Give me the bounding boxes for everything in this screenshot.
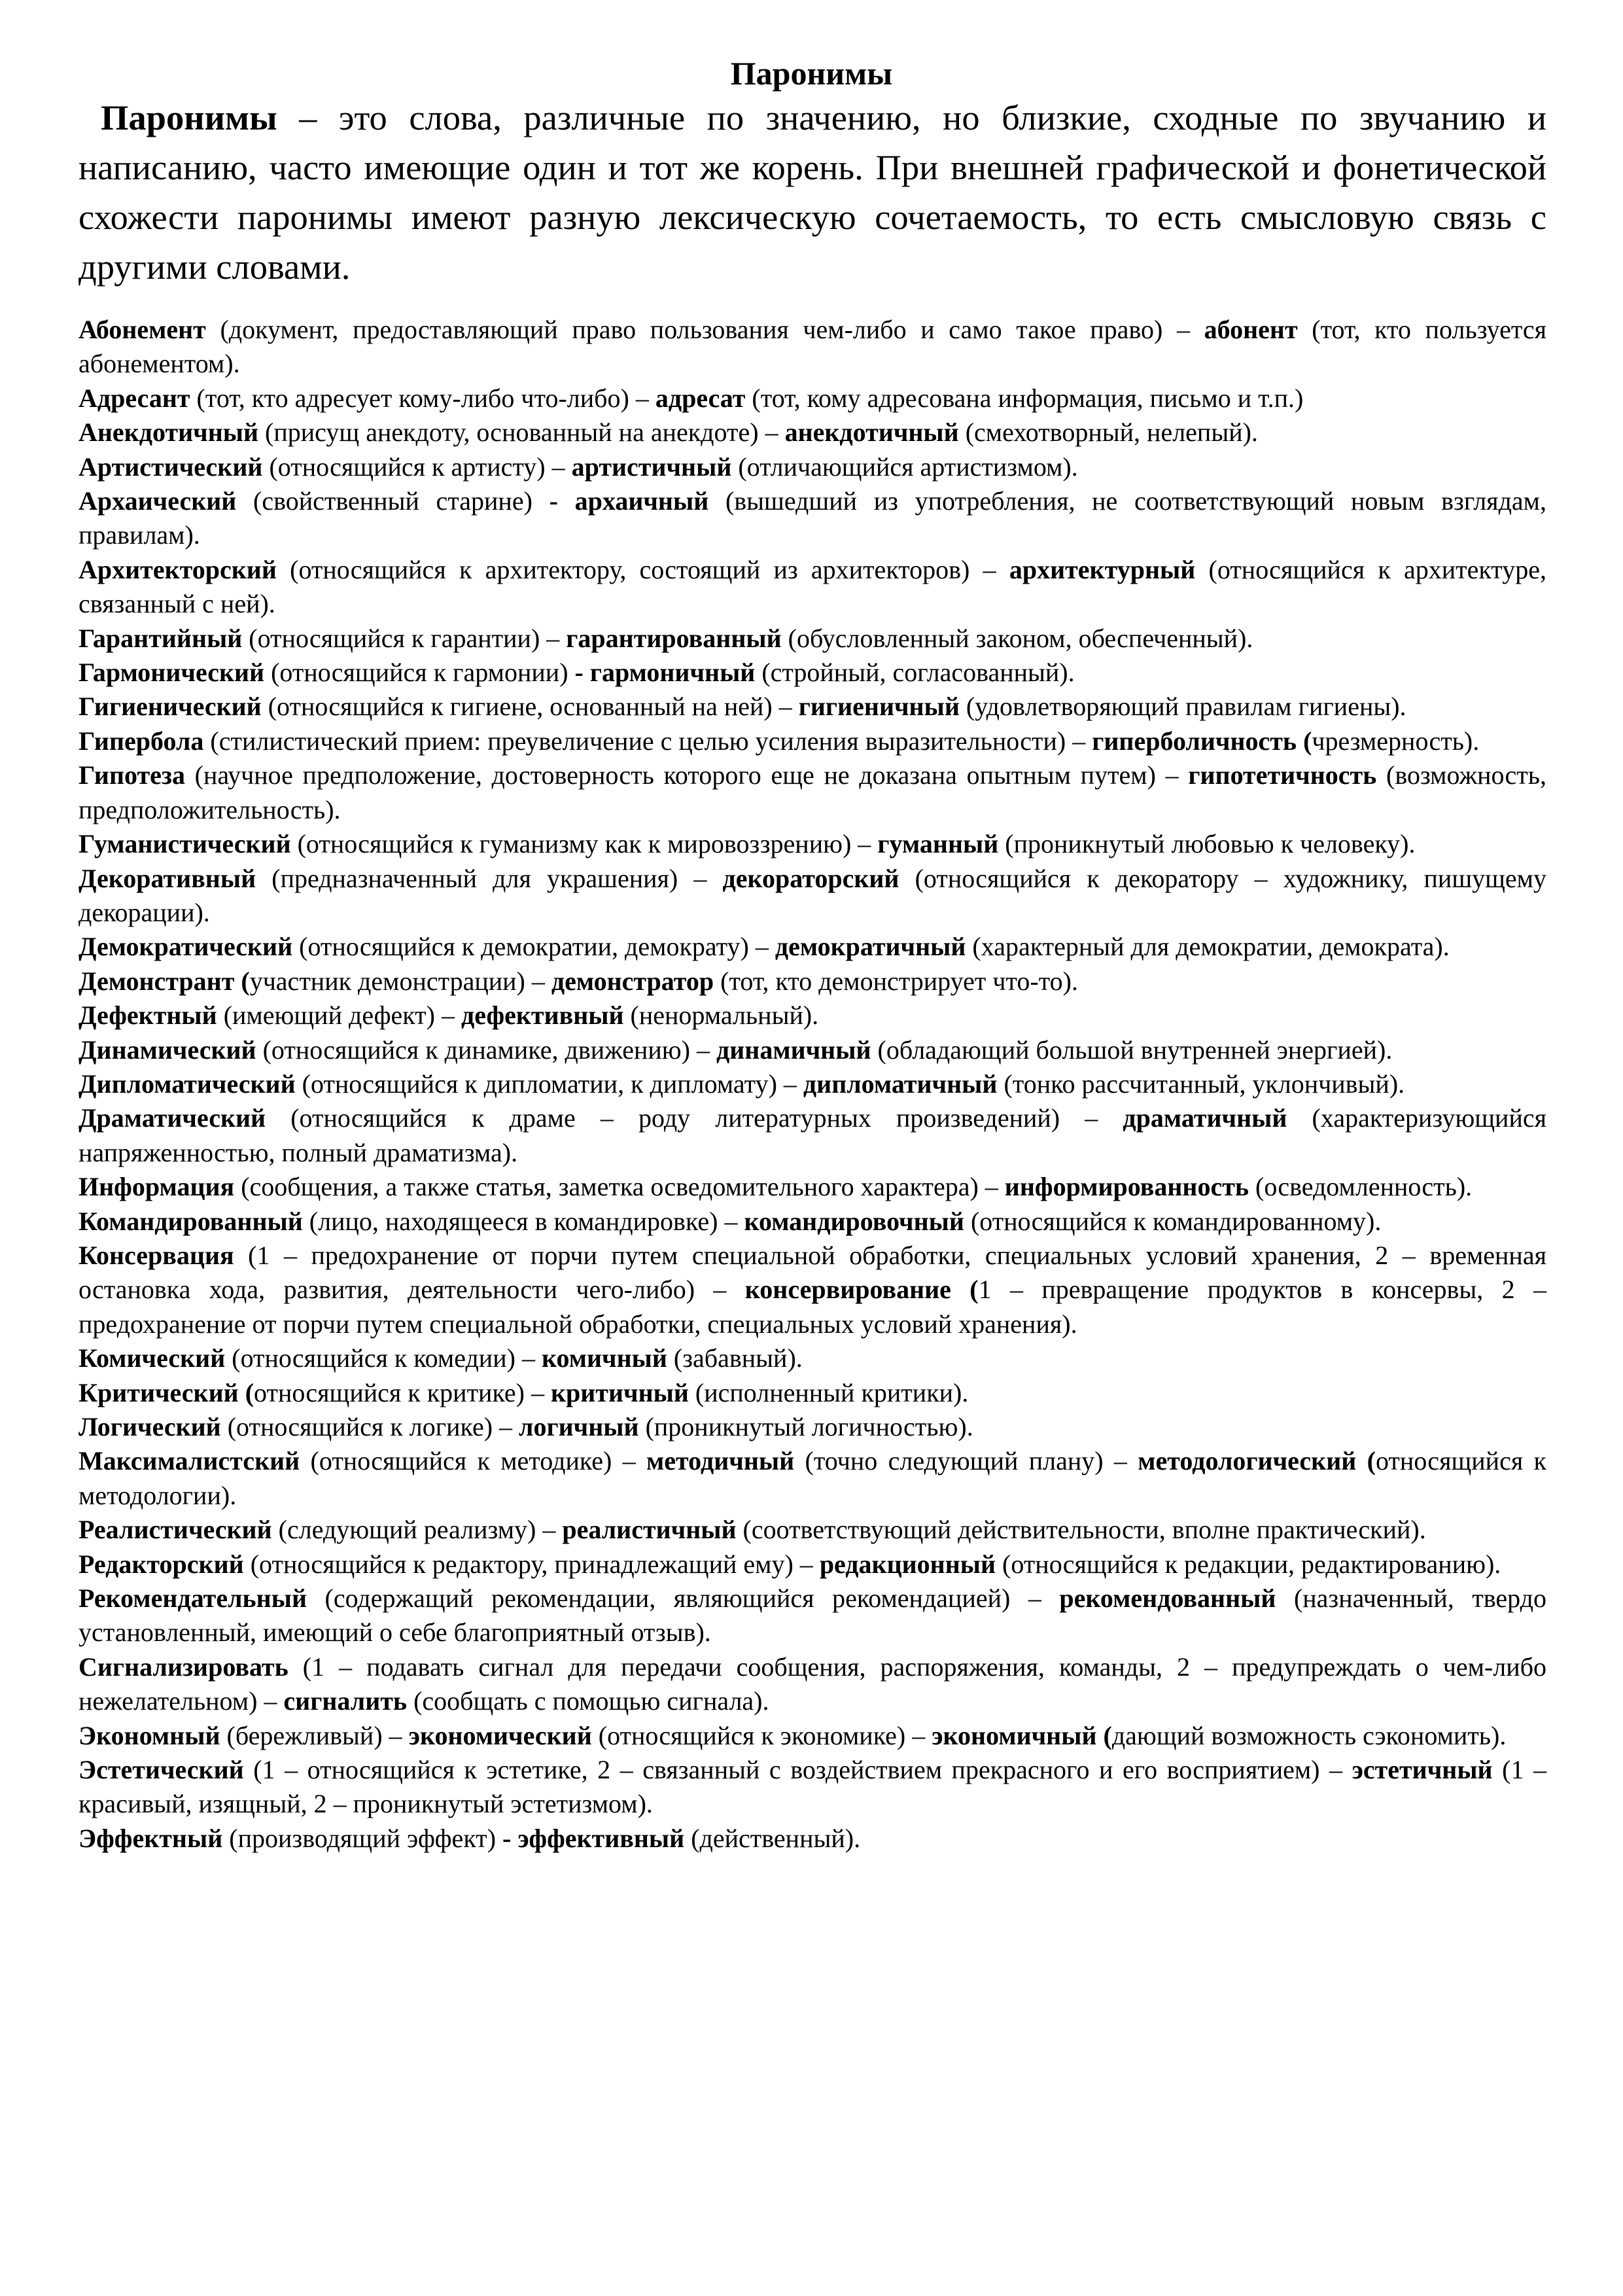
paronym-term: Гигиенический [79, 692, 262, 722]
document-title: Паронимы [730, 55, 893, 92]
paronym-definition: (ненормальный). [623, 1000, 819, 1031]
paronym-term: критичный [550, 1377, 689, 1407]
paronym-definition: (проникнутый любовью к человеку). [998, 829, 1416, 859]
paronym-term: демонстратор [551, 966, 714, 996]
paronym-entry [79, 1581, 1546, 1650]
paronym-definition: (вышедший из употребления, не соответствующий новым взглядам, правилам). [79, 486, 1546, 550]
paronym-definition: (удовлетворяющий правилам гигиены). [959, 692, 1406, 722]
paronym-term: Рекомендательный [79, 1583, 307, 1614]
paronym-term: Критический ( [79, 1377, 254, 1407]
paronym-definition: (следующий реализму) – [271, 1515, 563, 1545]
paronym-definition: (тонко рассчитанный, уклончивый). [997, 1069, 1405, 1099]
paronym-term: реалистичный [562, 1515, 737, 1545]
paronym-definition: (относящийся к архитектору, состоящий из архитекторов) – [276, 554, 1009, 584]
paronym-term: Дефектный [79, 1000, 217, 1031]
paronym-entry [79, 1205, 1546, 1239]
paronym-term: экономичный ( [932, 1720, 1112, 1750]
paronym-definition: (обладающий большой внутренней энергией). [871, 1034, 1393, 1065]
paronym-term: Декоративный [79, 863, 256, 893]
paronym-definition: (исполненный критики). [688, 1377, 969, 1407]
paronym-entry [79, 622, 1546, 656]
paronym-definition: (относящийся к гигиене, основанный на ней) – [261, 692, 799, 722]
paronym-entry [79, 381, 1546, 415]
paronym-term: артистичный [571, 451, 732, 482]
paronym-entry [79, 1067, 1546, 1101]
paronym-term: методологический ( [1138, 1446, 1376, 1476]
paronym-entry [79, 1376, 1546, 1410]
paronym-definition: (стилистический прием: преувеличение с целью усиления выразительности) – [203, 726, 1092, 756]
paronym-term: архаичный [574, 486, 709, 516]
paronym-definition: (сообщать с помощью сигнала). [407, 1686, 769, 1716]
paronym-term: Комический [79, 1343, 226, 1373]
paronym-entry [79, 862, 1546, 930]
paronym-definition: (относящийся к демократии, демократу) – [292, 932, 775, 962]
paronym-term: Командированный [79, 1206, 303, 1236]
paronym-definition: (тот, кто пользуется абонементом). [79, 315, 1546, 379]
paronym-definition: (относящийся к логике) – [220, 1412, 519, 1441]
paronym-definition: относящийся к методологии). [79, 1446, 1546, 1510]
paronym-definition: (относящийся к драме – роду литературных произведений) – [266, 1103, 1123, 1133]
paronym-term: сигналить [283, 1686, 408, 1716]
paronym-term: драматичный [1123, 1103, 1287, 1133]
paronym-definition: (относящийся к архитектуре, связанный с ней). [79, 554, 1546, 619]
paronym-term: динамичный [716, 1034, 871, 1065]
paronym-definition: (характеризующийся напряженностью, полный драматизма). [79, 1103, 1546, 1167]
paronym-term: Сигнализировать [79, 1651, 288, 1682]
paronym-term: гиперболичность ( [1092, 726, 1312, 756]
paronym-definition: (отличающийся артистизмом). [731, 451, 1078, 482]
paronym-definition: чрезмерность). [1312, 726, 1480, 756]
paronym-entry [79, 998, 1546, 1033]
paronym-term: Архаический [79, 486, 237, 516]
paronym-entry [79, 484, 1546, 553]
paronym-entry [79, 1513, 1546, 1547]
paronym-definition: (относящийся к редакции, редактированию). [996, 1549, 1501, 1579]
paronym-entry [79, 1547, 1546, 1581]
paronym-definition: (тот, кто адресует кому-либо что-либо) – [190, 383, 655, 413]
paronym-definition: (лицо, находящееся в командировке) – [302, 1206, 744, 1236]
paronym-entry [79, 415, 1546, 450]
paronym-entry [79, 827, 1546, 861]
paronym-entry [79, 758, 1546, 827]
paronym-definition: (1 – предохранение от порчи путем специальной обработки, специальных условий хранения, 2 – временная остановка хода, развития, деятельности чего-либо) – [79, 1240, 1546, 1305]
paronym-entry [79, 724, 1546, 758]
paronym-entry [79, 656, 1546, 690]
paronym-entry [79, 1753, 1546, 1822]
paronym-term: логичный [519, 1412, 639, 1441]
paronym-term: методичный [646, 1446, 795, 1476]
paronym-definition: (научное предположение, достоверность которого еще не доказана опытным путем) – [184, 760, 1189, 790]
paronym-entry [79, 1033, 1546, 1067]
paronym-term: экономический [408, 1720, 592, 1750]
paronym-definition: (предназначенный для украшения) – [256, 863, 723, 893]
paronym-definition: (сообщения, а также статья, заметка осведомительного характера) – [234, 1172, 1005, 1202]
paronym-definition: (проникнутый логичностью). [638, 1412, 973, 1441]
paronym-definition: (возможность, предположительность). [79, 760, 1547, 824]
paronym-entry [79, 1410, 1546, 1444]
paronym-definition: (обусловленный законом, обеспеченный). [781, 623, 1253, 653]
paronym-definition: (смехотворный, нелепый). [958, 417, 1258, 448]
paronym-term: Консервация [79, 1240, 234, 1270]
paronym-term: Артистический [79, 451, 263, 482]
paronym-definition: (документ, предоставляющий право пользования чем-либо и само такое право) – [205, 315, 1204, 344]
paronym-entry [79, 1822, 1546, 1856]
paronym-term: Абонемент [79, 315, 206, 344]
paronym-definition: (относящийся к экономике) – [591, 1720, 932, 1750]
paronym-term: Логический [79, 1412, 221, 1441]
paronym-term: Эффектный [79, 1823, 223, 1853]
paronym-definition: (содержащий рекомендации, являющийся рекомендацией) – [306, 1583, 1060, 1614]
paronym-term: Анекдотичный [79, 417, 259, 448]
paronym-definition: (1 – подавать сигнал для передачи сообщения, распоряжения, команды, 2 – предупреждать о чем-либо нежелательном) – [79, 1651, 1546, 1716]
paronym-definition: 1 – превращение продуктов в консервы, 2 – предохранение от порчи путем специальной обработки, специальных условий хранения). [79, 1275, 1546, 1339]
paronym-term: гипотетичность [1188, 760, 1377, 790]
paronym-term: Демонстрант ( [79, 966, 250, 996]
paronym-term: Редакторский [79, 1549, 244, 1579]
paronym-term: анекдотичный [784, 417, 959, 448]
paronym-term: Демократический [79, 932, 293, 962]
paronym-definition: (осведомленность). [1249, 1172, 1473, 1202]
paronym-entry [79, 1341, 1546, 1375]
paronym-term: Динамический [79, 1034, 256, 1065]
paronym-term: командировочный [744, 1206, 964, 1236]
paronym-definition: (забавный). [667, 1343, 803, 1373]
paronym-entry [79, 1239, 1546, 1341]
paronym-definition: (бережливый) – [220, 1720, 409, 1750]
paronym-term: консервирование ( [744, 1275, 979, 1305]
paronym-term: Экономный [79, 1720, 220, 1750]
paronym-definition: (относящийся к гармонии) [264, 658, 575, 688]
paronym-term: Дипломатический [79, 1069, 296, 1099]
paronym-term: Максималистский [79, 1446, 300, 1476]
paronym-term: Гарантийный [79, 623, 243, 653]
paronym-term: Гипотеза [79, 760, 185, 790]
paronym-definition: (стройный, согласованный). [755, 658, 1075, 688]
paronym-entry [79, 1101, 1546, 1170]
paronym-definition: (относящийся к методике) – [300, 1446, 647, 1476]
paronym-definition: (1 – красивый, изящный, 2 – проникнутый эстетизмом). [79, 1755, 1547, 1819]
paronym-term: Драматический [79, 1103, 266, 1133]
paronym-term: - эффективный [502, 1823, 685, 1853]
paronym-term: информированность [1004, 1172, 1249, 1202]
paronym-term: рекомендованный [1059, 1583, 1276, 1614]
paronym-entry [79, 313, 1546, 381]
paronym-term: дипломатичный [803, 1069, 998, 1099]
paronym-definition: (относящийся к гарантии) – [242, 623, 567, 653]
paronym-definition: (присущ анекдоту, основанный на анекдоте) – [258, 417, 785, 448]
paronym-definition: (относящийся к редактору, принадлежащий ему) – [243, 1549, 820, 1579]
paronym-definition: (относящийся к дипломатии, к дипломату) – [295, 1069, 803, 1099]
paronym-definition: (тот, кому адресована информация, письмо и т.п.) [745, 383, 1304, 413]
intro-term: Паронимы [101, 97, 277, 137]
paronym-term: Гуманистический [79, 829, 291, 859]
paronym-term: дефективный [461, 1000, 624, 1031]
paronym-term: Гармонический [79, 658, 265, 688]
paronym-definition: (производящий эффект) [222, 1823, 503, 1853]
paronym-definition: (относящийся к командированному). [964, 1206, 1382, 1236]
paronym-definition: (относящийся к динамике, движению) – [256, 1034, 716, 1065]
paronym-definition: относящийся к критике) – [254, 1377, 551, 1407]
paronym-term: - гармоничный [574, 658, 756, 688]
paronym-definition [558, 486, 575, 516]
paronym-definition: (относящийся к комедии) – [225, 1343, 542, 1373]
paronym-definition: (действенный). [684, 1823, 861, 1853]
paronym-definition: (точно следующий плану) – [794, 1446, 1138, 1476]
paronym-term: гарантированный [566, 623, 782, 653]
paronym-entry [79, 964, 1546, 998]
paronym-term: редакционный [819, 1549, 996, 1579]
paronym-definition: (имеющий дефект) – [217, 1000, 461, 1031]
paronym-term: Реалистический [79, 1515, 272, 1545]
paronym-term: Адресант [79, 383, 190, 413]
paronym-definition: (относящийся к гуманизму как к мировоззрению) – [290, 829, 878, 859]
paronym-term: декораторский [722, 863, 899, 893]
paronym-definition: (относящийся к декоратору – художнику, пишущему декорации). [79, 863, 1546, 927]
paronym-entry [79, 1650, 1546, 1719]
paronym-entry [79, 450, 1546, 484]
paronym-term: гигиеничный [798, 692, 960, 722]
paronym-definition: (относящийся к артисту) – [262, 451, 572, 482]
paronym-definition: (свойственный старине) [236, 486, 550, 516]
paronym-definition: (соответствующий действительности, вполне практический). [736, 1515, 1426, 1545]
paronym-definition: (назначенный, твердо установленный, имеющий о себе благоприятный отзыв). [79, 1583, 1546, 1648]
intro-paragraph [79, 93, 1546, 292]
paronym-definition: участник демонстрации) – [249, 966, 551, 996]
paronym-term: Гипербола [79, 726, 204, 756]
paronym-entry [79, 553, 1546, 622]
intro-text: – это слова, различные по значению, но близкие, сходные по звучанию и написанию, часто имеющие один и тот же корень. При внешней графической и фонетической схожести паронимы имеют разную лексическую сочетаемость, то есть смысловую связь с другими словами. [79, 97, 1546, 287]
paronym-term: абонент [1204, 315, 1298, 344]
paronym-term: - [549, 486, 558, 516]
paronym-entry [79, 930, 1546, 964]
paronym-term: демократичный [775, 932, 966, 962]
paronym-entry [79, 1444, 1546, 1513]
paronym-definition: дающий возможность сэкономить). [1111, 1720, 1507, 1750]
paronym-list [79, 313, 1546, 1856]
paronym-term: Архитекторский [79, 554, 277, 584]
paronym-entry [79, 690, 1546, 724]
paronym-entry [79, 1719, 1546, 1753]
paronym-term: Информация [79, 1172, 235, 1202]
paronym-definition: (тот, кто демонстрирует что-то). [714, 966, 1078, 996]
paronym-entry [79, 1170, 1546, 1204]
paronym-term: гуманный [877, 829, 999, 859]
paronym-definition: (1 – относящийся к эстетике, 2 – связанный с воздействием прекрасного и его восприятием) – [243, 1755, 1352, 1785]
paronym-term: комичный [541, 1343, 667, 1373]
paronym-definition: (характерный для демократии, демократа). [966, 932, 1450, 962]
paronym-term: эстетичный [1352, 1755, 1493, 1785]
paronym-term: Эстетический [79, 1755, 244, 1785]
paronym-term: адресат [655, 383, 746, 413]
paronym-term: архитектурный [1009, 554, 1196, 584]
